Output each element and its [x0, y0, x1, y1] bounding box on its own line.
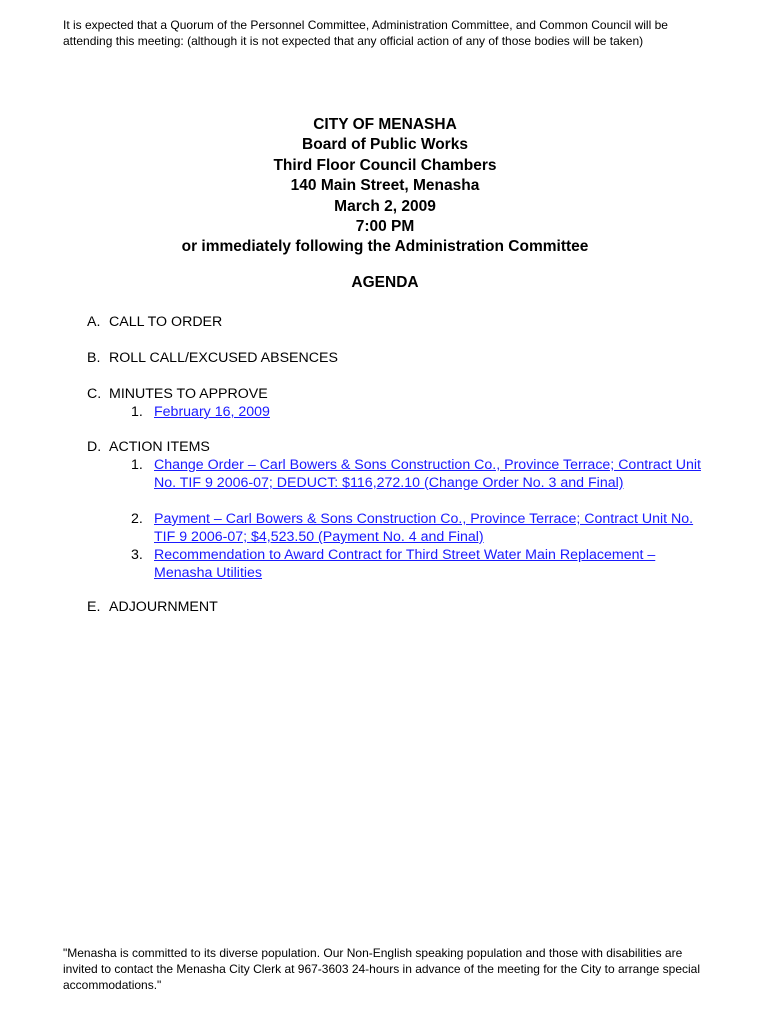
action-item — [131, 456, 711, 492]
header-date: March 2, 2009 — [334, 197, 436, 215]
section-letter: B. — [87, 350, 101, 366]
header-address: 140 Main Street, Menasha — [290, 177, 480, 195]
section-label: ACTION ITEMS — [109, 439, 210, 455]
header-city: CITY OF MENASHA — [313, 116, 457, 133]
action-item — [131, 510, 711, 546]
header-timing-note: or immediately following the Administration Committee — [181, 238, 589, 256]
section-label: ADJOURNMENT — [109, 599, 218, 615]
award-contract-link[interactable]: Recommendation to Award Contract for Third Street Water Main Replacement – Menasha Utilities — [154, 547, 656, 581]
section-letter: A. — [87, 314, 101, 330]
action-item — [131, 546, 711, 582]
header-board: Board of Public Works — [302, 136, 468, 154]
section-letter: E. — [87, 599, 101, 615]
section-action-items — [87, 438, 210, 456]
section-adjournment — [87, 598, 218, 616]
quorum-notice: It is expected that a Quorum of the Personnel Committee, Administration Committee, and Common Council will be attending this meeting: (although it is not expected that any official action of any of those bodies will be taken) — [63, 18, 668, 48]
section-label: MINUTES TO APPROVE — [109, 386, 268, 402]
meeting-header — [0, 115, 770, 258]
section-label: CALL TO ORDER — [109, 314, 223, 330]
header-time: 7:00 PM — [355, 218, 415, 236]
agenda-title: AGENDA — [351, 274, 419, 291]
change-order-link[interactable]: Change Order – Carl Bowers & Sons Construction Co., Province Terrace; Contract Unit No. TIF 9 2006-07; DEDUCT: $116,272.10 (Change Order No. 3 and Final) — [154, 457, 701, 491]
payment-link[interactable]: Payment – Carl Bowers & Sons Construction Co., Province Terrace; Contract Unit No. TIF 9 2006-07; $4,523.50 (Payment No. 4 and Final) — [154, 511, 694, 545]
section-roll-call — [87, 349, 338, 367]
minutes-link-feb-16[interactable]: February 16, 2009 — [154, 404, 270, 420]
section-minutes — [87, 385, 268, 403]
item-number: 1. — [131, 457, 143, 473]
minutes-item — [131, 403, 711, 421]
section-label: ROLL CALL/EXCUSED ABSENCES — [109, 350, 338, 366]
header-location: Third Floor Council Chambers — [273, 156, 497, 174]
section-call-to-order — [87, 313, 222, 331]
section-letter: C. — [87, 386, 102, 402]
section-letter: D. — [87, 439, 102, 455]
accommodation-notice: "Menasha is committed to its diverse population. Our Non-English speaking population and those with disabilities are invited to contact the Menasha City Clerk at 967-3603 24-hours in advance of the meeting for the City to arrange special accommodations." — [63, 946, 701, 992]
item-number: 1. — [131, 404, 143, 420]
item-number: 3. — [131, 547, 143, 563]
item-number: 2. — [131, 511, 143, 527]
